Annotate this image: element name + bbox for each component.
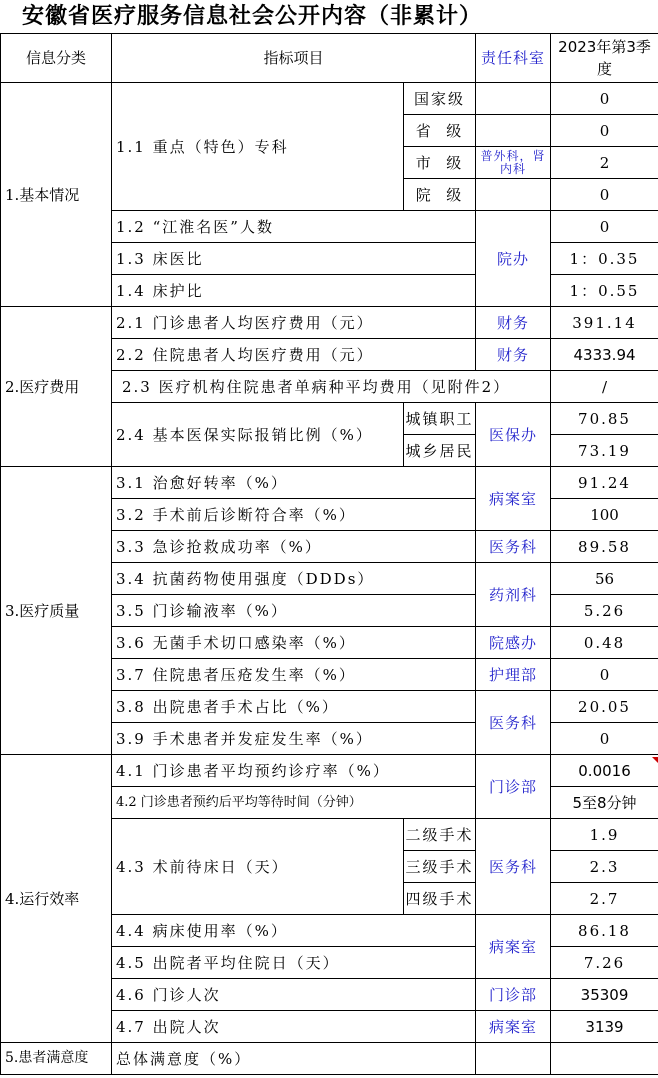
item-3-4: 3.4 抗菌药物使用强度（DDDs）: [112, 563, 476, 595]
col-header-dept: 责任科室: [476, 34, 551, 83]
item-2-1: 2.1 门诊患者人均医疗费用（元）: [112, 307, 476, 339]
item-5: 总体满意度（%）: [112, 1043, 476, 1075]
value-3-1: 91.24: [551, 467, 658, 499]
dept-3-7: 护理部: [476, 659, 551, 691]
dept-3-6: 院感办: [476, 627, 551, 659]
dept-4-6: 门诊部: [476, 979, 551, 1011]
value-4-3-level2: 1.9: [551, 819, 658, 851]
category-satisfaction: 5.患者满意度: [1, 1043, 112, 1075]
col-header-category: 信息分类: [1, 34, 112, 83]
dept-5: [476, 1043, 551, 1075]
dept-4-1-2: 门诊部: [476, 755, 551, 819]
dept-4-7: 病案室: [476, 1011, 551, 1043]
col-header-period: 2023年第3季度: [551, 34, 658, 83]
item-4-4: 4.4 病床使用率（%）: [112, 915, 476, 947]
value-2-4-rural: 73.19: [551, 435, 658, 467]
dept-2-1: 财务: [476, 307, 551, 339]
op-level-3: 三级手术: [404, 851, 476, 883]
dept-4-4-5: 病案室: [476, 915, 551, 979]
dept-2-2: 财务: [476, 339, 551, 371]
value-1-2: 0: [551, 211, 658, 243]
dept-3-1-2: 病案室: [476, 467, 551, 531]
col-header-item: 指标项目: [112, 34, 476, 83]
value-1-3: 1：0.35: [551, 243, 658, 275]
item-3-7: 3.7 住院患者压疮发生率（%）: [112, 659, 476, 691]
item-1-3: 1.3 床医比: [112, 243, 476, 275]
item-3-9: 3.9 手术患者并发症发生率（%）: [112, 723, 476, 755]
value-4-5: 7.26: [551, 947, 658, 979]
comment-marker-icon: [652, 757, 658, 763]
item-2-4: 2.4 基本医保实际报销比例（%）: [112, 403, 404, 467]
sub-urban-workers: 城镇职工: [404, 403, 476, 435]
item-3-6: 3.6 无菌手术切口感染率（%）: [112, 627, 476, 659]
value-4-7: 3139: [551, 1011, 658, 1043]
dept-cell-empty: [476, 179, 551, 211]
item-3-2: 3.2 手术前后诊断符合率（%）: [112, 499, 476, 531]
item-4-2: 4.2 门诊患者预约后平均等待时间（分钟）: [112, 787, 476, 819]
value-4-3-level4: 2.7: [551, 883, 658, 915]
item-1-2: 1.2 “江淮名医”人数: [112, 211, 476, 243]
info-table: [0, 33, 658, 1075]
item-3-5: 3.5 门诊输液率（%）: [112, 595, 476, 627]
item-4-3: 4.3 术前待床日（天）: [112, 819, 404, 915]
value-3-6: 0.48: [551, 627, 658, 659]
value-1-1-national: 0: [551, 83, 658, 115]
item-2-3: 2.3 医疗机构住院患者单病种平均费用（见附件2）: [112, 371, 551, 403]
item-3-8: 3.8 出院患者手术占比（%）: [112, 691, 476, 723]
value-3-3: 89.58: [551, 531, 658, 563]
category-quality: 3.医疗质量: [1, 467, 112, 755]
level-provincial: 省 级: [404, 115, 476, 147]
item-4-1: 4.1 门诊患者平均预约诊疗率（%）: [112, 755, 476, 787]
item-1-4: 1.4 床护比: [112, 275, 476, 307]
value-4-1: 0.0016: [551, 755, 658, 787]
dept-1-2-4: 院办: [476, 211, 551, 307]
value-4-2: 5至8分钟: [551, 787, 658, 819]
dept-1-1: 普外科，肾内科: [476, 147, 551, 179]
op-level-2: 二级手术: [404, 819, 476, 851]
dept-cell-empty: [476, 83, 551, 115]
item-3-1: 3.1 治愈好转率（%）: [112, 467, 476, 499]
op-level-4: 四级手术: [404, 883, 476, 915]
level-city: 市 级: [404, 147, 476, 179]
value-2-1: 391.14: [551, 307, 658, 339]
value-5: [551, 1043, 658, 1075]
category-efficiency: 4.运行效率: [1, 755, 112, 1043]
value-2-3: /: [551, 371, 658, 403]
value-3-8: 20.05: [551, 691, 658, 723]
dept-3-4-5: 药剂科: [476, 563, 551, 627]
item-4-5: 4.5 出院者平均住院日（天）: [112, 947, 476, 979]
dept-2-4: 医保办: [476, 403, 551, 467]
level-hospital: 院 级: [404, 179, 476, 211]
category-cost: 2.医疗费用: [1, 307, 112, 467]
item-4-7: 4.7 出院人次: [112, 1011, 476, 1043]
level-national: 国家级: [404, 83, 476, 115]
value-3-5: 5.26: [551, 595, 658, 627]
value-3-7: 0: [551, 659, 658, 691]
header-row: [1, 34, 658, 83]
dept-3-8-9: 医务科: [476, 691, 551, 755]
value-2-4-urban: 70.85: [551, 403, 658, 435]
value-1-1-city: 2: [551, 147, 658, 179]
value-1-4: 1：0.55: [551, 275, 658, 307]
category-basic: 1.基本情况: [1, 83, 112, 307]
value-4-6: 35309: [551, 979, 658, 1011]
page-title: 安徽省医疗服务信息社会公开内容（非累计）: [22, 3, 483, 29]
value-3-9: 0: [551, 723, 658, 755]
dept-3-3: 医务科: [476, 531, 551, 563]
dept-4-3: 医务科: [476, 819, 551, 915]
value-1-1-hospital: 0: [551, 179, 658, 211]
value-2-2: 4333.94: [551, 339, 658, 371]
dept-cell-empty: [476, 115, 551, 147]
sub-urban-rural: 城乡居民: [404, 435, 476, 467]
item-1-1: 1.1 重点（特色）专科: [112, 83, 404, 211]
item-2-2: 2.2 住院患者人均医疗费用（元）: [112, 339, 476, 371]
item-4-6: 4.6 门诊人次: [112, 979, 476, 1011]
value-4-4: 86.18: [551, 915, 658, 947]
value-3-2: 100: [551, 499, 658, 531]
item-3-3: 3.3 急诊抢救成功率（%）: [112, 531, 476, 563]
value-1-1-provincial: 0: [551, 115, 658, 147]
value-4-3-level3: 2.3: [551, 851, 658, 883]
value-3-4: 56: [551, 563, 658, 595]
